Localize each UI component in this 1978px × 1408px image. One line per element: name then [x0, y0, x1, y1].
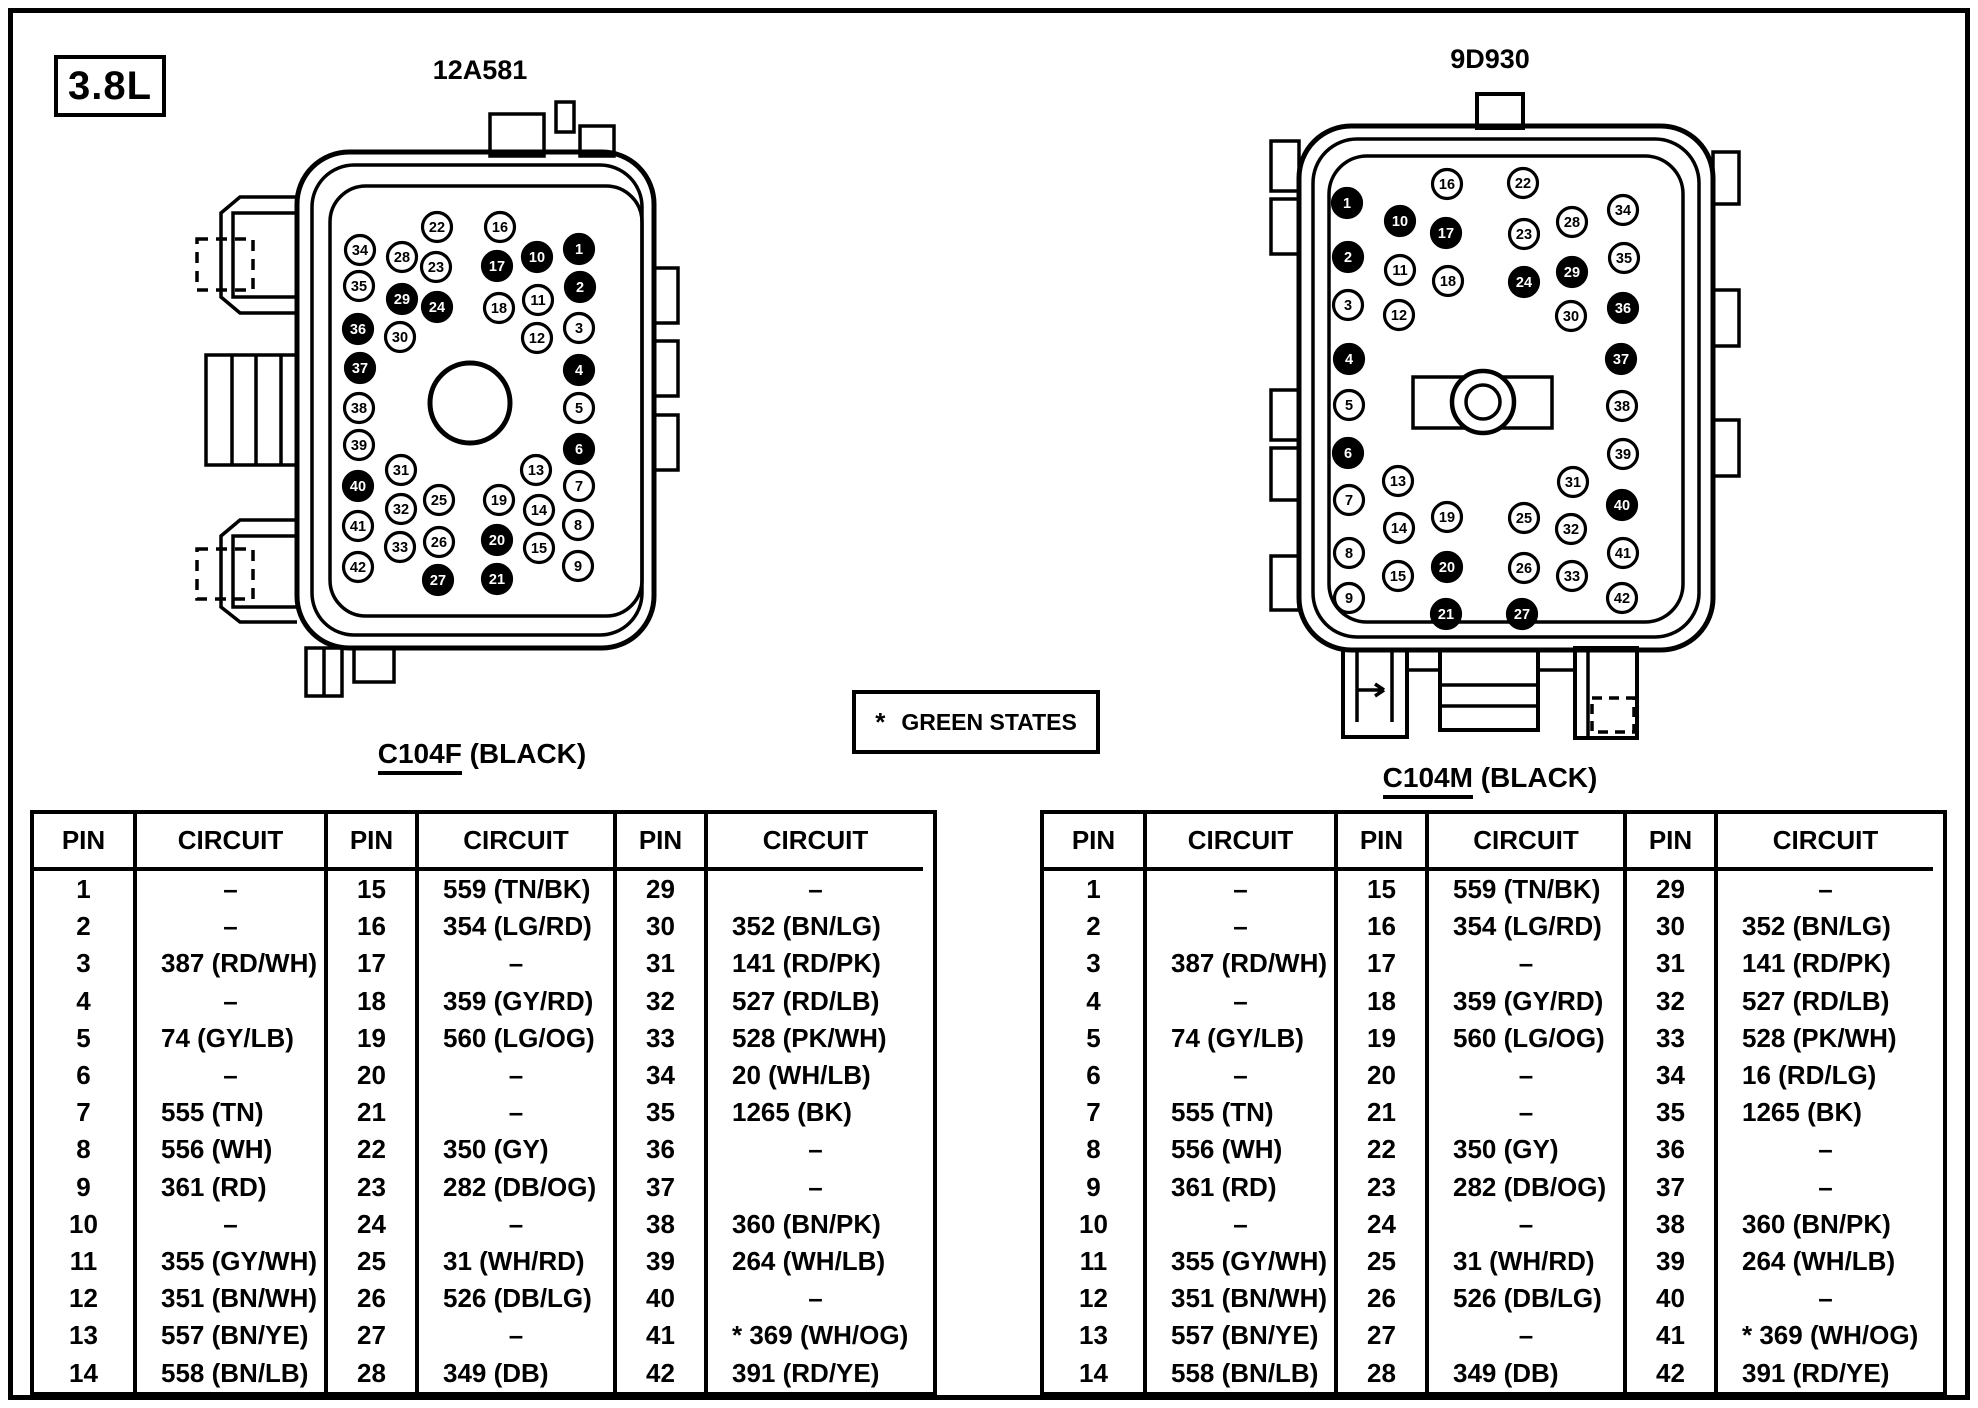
pin-cell: 15 — [324, 871, 415, 908]
circuit-cell: 351 (BN/WH) — [133, 1280, 324, 1317]
pin-number-41: 41 — [349, 519, 367, 536]
pin-cell: 19 — [1334, 1020, 1425, 1057]
circuit-cell: 526 (DB/LG) — [415, 1280, 613, 1317]
pin-cell: 42 — [1623, 1354, 1714, 1391]
pin-number-40: 40 — [1613, 498, 1631, 515]
pin-number-3: 3 — [1343, 298, 1353, 315]
pin-number-24: 24 — [1515, 275, 1533, 292]
pin-number-24: 24 — [428, 300, 446, 317]
circuit-cell: – — [415, 1317, 613, 1354]
pin-number-5: 5 — [1344, 398, 1354, 415]
circuit-cell: 350 (GY) — [415, 1131, 613, 1168]
pin-cell: 13 — [1079, 1320, 1108, 1351]
circuit-cell: 1265 (BK) — [704, 1094, 923, 1131]
circuit-cell: 559 (TN/BK) — [415, 871, 613, 908]
pinout-table-c104m — [1040, 810, 1947, 1396]
circuit-cell: – — [1143, 871, 1334, 908]
circuit-cell: – — [1425, 1094, 1623, 1131]
pin-number-25: 25 — [430, 493, 448, 510]
circuit-cell: – — [1425, 945, 1623, 982]
pin-cell: 13 — [69, 1320, 98, 1351]
circuit-cell: 74 (GY/LB) — [1143, 1020, 1334, 1057]
pin-number-29: 29 — [393, 292, 411, 309]
pin-cell: 29 — [1623, 871, 1714, 908]
pin-cell: 33 — [1623, 1020, 1714, 1057]
pin-cell: 31 — [1623, 945, 1714, 982]
pin-number-22: 22 — [1514, 176, 1532, 193]
circuit-cell: – — [704, 1131, 923, 1168]
pin-number-1: 1 — [1342, 196, 1352, 213]
pin-cell: 6 — [76, 1060, 91, 1091]
pin-cell: 9 — [1086, 1171, 1101, 1202]
pin-number-31: 31 — [392, 463, 410, 480]
pin-cell: 36 — [1623, 1131, 1714, 1168]
pin-number-19: 19 — [1438, 510, 1456, 527]
pin-number-34: 34 — [351, 243, 369, 260]
circuit-cell: – — [133, 871, 324, 908]
pin-number-30: 30 — [391, 330, 409, 347]
pin-number-16: 16 — [491, 220, 509, 237]
pin-cell: 39 — [1623, 1243, 1714, 1280]
connector-c104f-body — [197, 102, 678, 696]
circuit-cell: 359 (GY/RD) — [415, 983, 613, 1020]
connector-color: (BLACK) — [469, 738, 587, 769]
pin-cell: 41 — [613, 1317, 704, 1354]
pin-number-11: 11 — [1392, 263, 1408, 280]
asterisk-marker: * — [875, 706, 886, 737]
pin-cell: 17 — [1334, 945, 1425, 982]
pin-cell: 30 — [613, 908, 704, 945]
circuit-cell: 350 (GY) — [1425, 1131, 1623, 1168]
pin-number-3: 3 — [574, 321, 584, 338]
pin-number-4: 4 — [1344, 352, 1354, 369]
circuit-cell: – — [1714, 1280, 1933, 1317]
connector-caption-c104m — [1330, 762, 1650, 794]
circuit-cell: 31 (WH/RD) — [1425, 1243, 1623, 1280]
pin-cell: 27 — [1334, 1317, 1425, 1354]
column-header-pin-0: PIN — [1044, 814, 1143, 871]
circuit-cell: 141 (RD/PK) — [1714, 945, 1933, 982]
pin-number-31: 31 — [1564, 475, 1582, 492]
circuit-cell: – — [133, 1057, 324, 1094]
pin-cell: 8 — [1086, 1134, 1101, 1165]
pin-cell: 25 — [324, 1243, 415, 1280]
pin-cell: 3 — [1086, 948, 1101, 979]
pin-cell: 9 — [76, 1171, 91, 1202]
pin-cell: 35 — [1623, 1094, 1714, 1131]
pin-cell: 37 — [1623, 1169, 1714, 1206]
pin-number-9: 9 — [573, 559, 583, 576]
circuit-cell: 360 (BN/PK) — [704, 1206, 923, 1243]
pin-cell: 28 — [1334, 1354, 1425, 1391]
circuit-cell: – — [133, 983, 324, 1020]
circuit-cell: – — [133, 908, 324, 945]
pin-cell: 17 — [324, 945, 415, 982]
pin-number-11: 11 — [530, 293, 546, 310]
circuit-cell: 352 (BN/LG) — [704, 908, 923, 945]
circuit-cell: 555 (TN) — [133, 1094, 324, 1131]
circuit-cell: 560 (LG/OG) — [1425, 1020, 1623, 1057]
pin-cell: 16 — [1334, 908, 1425, 945]
pin-number-36: 36 — [349, 322, 367, 339]
pin-number-39: 39 — [1614, 447, 1632, 464]
pin-number-22: 22 — [428, 220, 446, 237]
pin-number-7: 7 — [1344, 493, 1354, 510]
engine-label: 3.8L — [67, 63, 153, 108]
pin-number-26: 26 — [1515, 561, 1533, 578]
pin-cell: 11 — [69, 1245, 98, 1276]
column-header-circuit-1: CIRCUIT — [133, 814, 324, 871]
circuit-cell: 361 (RD) — [133, 1169, 324, 1206]
pin-cell: 26 — [324, 1280, 415, 1317]
circuit-cell: – — [1714, 871, 1933, 908]
pin-cell: 20 — [1334, 1057, 1425, 1094]
pin-cell: 37 — [613, 1169, 704, 1206]
pin-cell: 5 — [76, 1022, 91, 1053]
pin-number-40: 40 — [349, 479, 367, 496]
pin-number-36: 36 — [1614, 301, 1632, 318]
pin-number-14: 14 — [530, 503, 548, 520]
pin-cell: 18 — [1334, 983, 1425, 1020]
pin-number-32: 32 — [392, 502, 410, 519]
circuit-cell: 528 (PK/WH) — [1714, 1020, 1933, 1057]
pin-cell: 23 — [324, 1169, 415, 1206]
pin-cell: 10 — [1079, 1208, 1108, 1239]
circuit-cell: 528 (PK/WH) — [704, 1020, 923, 1057]
pin-cell: 22 — [324, 1131, 415, 1168]
pin-number-15: 15 — [530, 541, 548, 558]
pin-cell: 33 — [613, 1020, 704, 1057]
pin-number-23: 23 — [1515, 227, 1533, 244]
pin-cell: 1 — [76, 874, 91, 905]
part-number-label: 12A581 — [432, 55, 528, 85]
pin-cell: 24 — [324, 1206, 415, 1243]
column-header-circuit-3: CIRCUIT — [415, 814, 613, 871]
pin-cell: 24 — [1334, 1206, 1425, 1243]
connector-color: (BLACK) — [1480, 762, 1598, 793]
pin-number-12: 12 — [1390, 308, 1408, 325]
pin-number-16: 16 — [1438, 177, 1456, 194]
pin-cell: 3 — [76, 948, 91, 979]
column-header-circuit-5: CIRCUIT — [704, 814, 923, 871]
pin-number-2: 2 — [575, 280, 585, 297]
pin-cell: 27 — [324, 1317, 415, 1354]
pin-cell: 4 — [1086, 985, 1101, 1016]
circuit-cell: 31 (WH/RD) — [415, 1243, 613, 1280]
pin-number-8: 8 — [1344, 546, 1354, 563]
circuit-cell: 264 (WH/LB) — [1714, 1243, 1933, 1280]
circuit-cell: – — [704, 1169, 923, 1206]
pin-number-12: 12 — [528, 331, 546, 348]
pin-cell: 21 — [1334, 1094, 1425, 1131]
circuit-cell: 359 (GY/RD) — [1425, 983, 1623, 1020]
pin-number-8: 8 — [573, 518, 583, 535]
pin-cell: 32 — [613, 983, 704, 1020]
pin-cell: 35 — [613, 1094, 704, 1131]
pin-number-19: 19 — [490, 493, 508, 510]
circuit-cell: * 369 (WH/OG) — [1714, 1317, 1933, 1354]
circuit-cell: 558 (BN/LB) — [133, 1354, 324, 1391]
green-states-note — [852, 690, 1100, 754]
pin-number-6: 6 — [574, 442, 584, 459]
pin-number-27: 27 — [1513, 607, 1531, 624]
pin-cell: 20 — [324, 1057, 415, 1094]
pin-number-42: 42 — [349, 560, 367, 577]
pin-number-41: 41 — [1614, 546, 1632, 563]
pin-number-1: 1 — [574, 242, 584, 259]
circuit-cell: – — [415, 1057, 613, 1094]
connector-id: C104M — [1383, 762, 1473, 799]
circuit-cell: 20 (WH/LB) — [704, 1057, 923, 1094]
pin-cell: 32 — [1623, 983, 1714, 1020]
pin-number-33: 33 — [391, 540, 409, 557]
pin-cell: 38 — [1623, 1206, 1714, 1243]
connector-id: C104F — [378, 738, 462, 775]
pin-number-18: 18 — [490, 301, 508, 318]
circuit-cell: 556 (WH) — [1143, 1131, 1334, 1168]
pin-number-37: 37 — [351, 361, 369, 378]
circuit-cell: 351 (BN/WH) — [1143, 1280, 1334, 1317]
circuit-cell: – — [1714, 1169, 1933, 1206]
pin-number-17: 17 — [1437, 226, 1455, 243]
circuit-cell: 391 (RD/YE) — [1714, 1354, 1933, 1391]
pin-cell: 40 — [1623, 1280, 1714, 1317]
pin-cell: 29 — [613, 871, 704, 908]
pin-cell: 39 — [613, 1243, 704, 1280]
pin-cell: 6 — [1086, 1060, 1101, 1091]
circuit-cell: 354 (LG/RD) — [1425, 908, 1623, 945]
pin-cell: 2 — [1086, 911, 1101, 942]
circuit-cell: – — [704, 1280, 923, 1317]
pin-cell: 36 — [613, 1131, 704, 1168]
column-header-circuit-3: CIRCUIT — [1425, 814, 1623, 871]
pin-cell: 8 — [76, 1134, 91, 1165]
pin-cell: 10 — [69, 1208, 98, 1239]
pin-number-14: 14 — [1390, 521, 1408, 538]
pin-number-33: 33 — [1563, 569, 1581, 586]
pin-number-29: 29 — [1563, 265, 1581, 282]
pin-cell: 40 — [613, 1280, 704, 1317]
pin-cell: 28 — [324, 1354, 415, 1391]
pin-number-38: 38 — [350, 401, 368, 418]
pin-number-28: 28 — [1563, 215, 1581, 232]
circuit-cell: 557 (BN/YE) — [133, 1317, 324, 1354]
circuit-cell: 352 (BN/LG) — [1714, 908, 1933, 945]
pin-number-39: 39 — [350, 438, 368, 455]
pin-cell: 4 — [76, 985, 91, 1016]
circuit-cell: – — [1143, 1057, 1334, 1094]
circuit-cell: 387 (RD/WH) — [1143, 945, 1334, 982]
circuit-cell: 1265 (BK) — [1714, 1094, 1933, 1131]
pin-cell: 22 — [1334, 1131, 1425, 1168]
pin-number-10: 10 — [1391, 214, 1409, 231]
circuit-cell: 264 (WH/LB) — [704, 1243, 923, 1280]
circuit-cell: – — [133, 1206, 324, 1243]
pin-cell: 18 — [324, 983, 415, 1020]
column-header-pin-4: PIN — [613, 814, 704, 871]
circuit-cell: 391 (RD/YE) — [704, 1354, 923, 1391]
circuit-cell: 349 (DB) — [415, 1354, 613, 1391]
pin-number-28: 28 — [393, 250, 411, 267]
circuit-cell: 527 (RD/LB) — [704, 983, 923, 1020]
pin-number-4: 4 — [574, 363, 584, 380]
circuit-cell: 361 (RD) — [1143, 1169, 1334, 1206]
pin-number-32: 32 — [1562, 522, 1580, 539]
pin-cell: 19 — [324, 1020, 415, 1057]
circuit-cell: – — [415, 1094, 613, 1131]
pin-number-35: 35 — [1615, 251, 1633, 268]
column-header-pin-2: PIN — [1334, 814, 1425, 871]
pin-cell: 11 — [1079, 1245, 1108, 1276]
circuit-cell: 354 (LG/RD) — [415, 908, 613, 945]
column-header-circuit-1: CIRCUIT — [1143, 814, 1334, 871]
pin-number-21: 21 — [488, 572, 506, 589]
pin-cell: 15 — [1334, 871, 1425, 908]
column-header-pin-2: PIN — [324, 814, 415, 871]
circuit-cell: 557 (BN/YE) — [1143, 1317, 1334, 1354]
circuit-cell: 355 (GY/WH) — [1143, 1243, 1334, 1280]
pin-number-23: 23 — [427, 260, 445, 277]
pin-number-42: 42 — [1613, 591, 1631, 608]
circuit-cell: 355 (GY/WH) — [133, 1243, 324, 1280]
pin-number-15: 15 — [1389, 569, 1407, 586]
circuit-cell: – — [1143, 1206, 1334, 1243]
green-states-label: GREEN STATES — [901, 708, 1077, 735]
pin-cell: 25 — [1334, 1243, 1425, 1280]
circuit-cell: 526 (DB/LG) — [1425, 1280, 1623, 1317]
circuit-cell: 141 (RD/PK) — [704, 945, 923, 982]
pin-cell: 23 — [1334, 1169, 1425, 1206]
part-number-label: 9D930 — [1450, 44, 1530, 74]
circuit-cell: 387 (RD/WH) — [133, 945, 324, 982]
pin-number-6: 6 — [1343, 446, 1353, 463]
circuit-cell: 282 (DB/OG) — [1425, 1169, 1623, 1206]
pin-cell: 38 — [613, 1206, 704, 1243]
pin-cell: 5 — [1086, 1022, 1101, 1053]
circuit-cell: 282 (DB/OG) — [415, 1169, 613, 1206]
circuit-cell: – — [704, 871, 923, 908]
pin-number-9: 9 — [1344, 591, 1354, 608]
pin-number-17: 17 — [488, 259, 506, 276]
circuit-cell: 560 (LG/OG) — [415, 1020, 613, 1057]
pin-number-35: 35 — [350, 279, 368, 296]
pin-number-34: 34 — [1614, 203, 1632, 220]
circuit-cell: 556 (WH) — [133, 1131, 324, 1168]
pin-number-21: 21 — [1437, 607, 1455, 624]
pin-cell: 14 — [69, 1357, 98, 1388]
pin-cell: 16 — [324, 908, 415, 945]
pin-cell: 42 — [613, 1354, 704, 1391]
circuit-cell: 360 (BN/PK) — [1714, 1206, 1933, 1243]
pin-cell: 7 — [1086, 1097, 1101, 1128]
circuit-cell: – — [415, 1206, 613, 1243]
pin-number-38: 38 — [1613, 399, 1631, 416]
circuit-cell: 559 (TN/BK) — [1425, 871, 1623, 908]
circuit-cell: – — [1143, 908, 1334, 945]
circuit-cell: – — [1143, 983, 1334, 1020]
connector-caption-c104f — [322, 738, 642, 770]
pin-cell: 31 — [613, 945, 704, 982]
circuit-cell: – — [415, 945, 613, 982]
circuit-cell: 16 (RD/LG) — [1714, 1057, 1933, 1094]
circuit-cell: – — [1425, 1317, 1623, 1354]
pin-number-13: 13 — [527, 463, 545, 480]
pin-cell: 26 — [1334, 1280, 1425, 1317]
pin-number-27: 27 — [429, 573, 447, 590]
pin-cell: 12 — [1079, 1283, 1108, 1314]
pin-number-37: 37 — [1612, 352, 1630, 369]
circuit-cell: 555 (TN) — [1143, 1094, 1334, 1131]
pin-cell: 21 — [324, 1094, 415, 1131]
pin-cell: 14 — [1079, 1357, 1108, 1388]
pin-cell: 12 — [69, 1283, 98, 1314]
pin-cell: 41 — [1623, 1317, 1714, 1354]
circuit-cell: – — [1425, 1057, 1623, 1094]
pin-number-25: 25 — [1515, 511, 1533, 528]
pin-number-13: 13 — [1389, 474, 1407, 491]
pin-number-30: 30 — [1562, 309, 1580, 326]
pin-number-26: 26 — [430, 535, 448, 552]
circuit-cell: 527 (RD/LB) — [1714, 983, 1933, 1020]
pin-cell: 1 — [1086, 874, 1101, 905]
pin-number-7: 7 — [574, 479, 584, 496]
column-header-circuit-5: CIRCUIT — [1714, 814, 1933, 871]
circuit-cell: 74 (GY/LB) — [133, 1020, 324, 1057]
connector-c104f-pins — [344, 213, 595, 595]
pin-cell: 7 — [76, 1097, 91, 1128]
circuit-cell: 558 (BN/LB) — [1143, 1354, 1334, 1391]
pin-number-18: 18 — [1439, 274, 1457, 291]
pin-cell: 2 — [76, 911, 91, 942]
pin-number-5: 5 — [574, 401, 584, 418]
pin-number-10: 10 — [528, 250, 546, 267]
pin-number-2: 2 — [1343, 250, 1353, 267]
pin-cell: 30 — [1623, 908, 1714, 945]
circuit-cell: – — [1714, 1131, 1933, 1168]
circuit-cell: 349 (DB) — [1425, 1354, 1623, 1391]
pin-cell: 34 — [613, 1057, 704, 1094]
column-header-pin-4: PIN — [1623, 814, 1714, 871]
circuit-cell: – — [1425, 1206, 1623, 1243]
pinout-table-c104f — [30, 810, 937, 1396]
pin-number-20: 20 — [1438, 560, 1456, 577]
pin-cell: 34 — [1623, 1057, 1714, 1094]
pin-number-20: 20 — [488, 533, 506, 550]
column-header-pin-0: PIN — [34, 814, 133, 871]
circuit-cell: * 369 (WH/OG) — [704, 1317, 923, 1354]
